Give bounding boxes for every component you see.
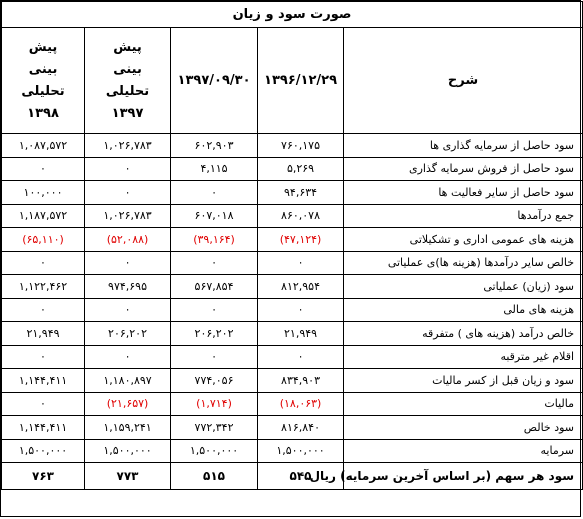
- table-row: [2, 345, 583, 369]
- row-value-c3: (۲۱,۶۵۷): [85, 392, 171, 416]
- row-value-c4: ۱,۰۸۷,۵۷۲: [2, 134, 85, 158]
- row-description: سود حاصل از سایر فعالیت ها: [344, 181, 583, 205]
- row-value-c3: ۱,۱۸۰,۸۹۷: [85, 369, 171, 393]
- row-value-c1: ۸۳۴,۹۰۳: [258, 369, 344, 393]
- table-row: [2, 439, 583, 463]
- row-value-c4: ۱,۱۴۴,۴۱۱: [2, 416, 85, 440]
- row-description: هزینه های عمومی اداری و تشکیلاتی: [344, 228, 583, 252]
- row-description: سود حاصل از سرمایه گذاری ها: [344, 134, 583, 158]
- row-value-c4: ۱,۱۴۴,۴۱۱: [2, 369, 85, 393]
- row-value-c3: ۱,۰۲۶,۷۸۳: [85, 134, 171, 158]
- row-value-c2: ۰: [171, 251, 258, 275]
- header-1397-09-30: ۱۳۹۷/۰۹/۳۰: [171, 28, 258, 134]
- table-row: [2, 322, 583, 346]
- row-value-c3: ۰: [85, 298, 171, 322]
- header-forecast-1398-text: پیش بینی تحلیلی ۱۳۹۸: [21, 39, 65, 121]
- header-row: [2, 28, 583, 134]
- row-description: جمع درآمدها: [344, 204, 583, 228]
- row-value-c4: ۰: [2, 345, 85, 369]
- row-value-c1: ۰: [258, 251, 344, 275]
- row-value-c3: ۲۰۶,۲۰۲: [85, 322, 171, 346]
- row-value-c2: (۳۹,۱۶۴): [171, 228, 258, 252]
- row-value-c3: (۵۲,۰۸۸): [85, 228, 171, 252]
- row-value-c2: ۷۷۲,۳۴۲: [171, 416, 258, 440]
- row-value-c1: ۸۱۶,۸۴۰: [258, 416, 344, 440]
- row-value-c2: ۲۰۶,۲۰۲: [171, 322, 258, 346]
- row-description: اقلام غیر مترقبه: [344, 345, 583, 369]
- row-value-c4: ۱,۱۸۷,۵۷۲: [2, 204, 85, 228]
- income-table: [1, 1, 583, 490]
- row-value-c3: ۹۷۴,۶۹۵: [85, 275, 171, 299]
- row-value-c2: ۰: [171, 345, 258, 369]
- row-value-c1: (۴۷,۱۲۴): [258, 228, 344, 252]
- table-row: [2, 275, 583, 299]
- row-value-c4: ۰: [2, 157, 85, 181]
- table-row: [2, 204, 583, 228]
- row-value-c2: ۶۰۲,۹۰۳: [171, 134, 258, 158]
- row-value-c3: ۰: [85, 345, 171, 369]
- row-value-c4: ۱,۵۰۰,۰۰۰: [2, 439, 85, 463]
- eps-row: [2, 463, 583, 490]
- row-description: خالص سایر درآمدها (هزینه ها)ی عملیاتی: [344, 251, 583, 275]
- row-value-c1: ۸۱۲,۹۵۴: [258, 275, 344, 299]
- table-row: [2, 251, 583, 275]
- row-value-c4: (۶۵,۱۱۰): [2, 228, 85, 252]
- row-value-c1: ۰: [258, 345, 344, 369]
- row-value-c2: ۱,۵۰۰,۰۰۰: [171, 439, 258, 463]
- row-description: سود و زیان قبل از کسر مالیات: [344, 369, 583, 393]
- row-description: خالص درآمد (هزینه های ) متفرقه: [344, 322, 583, 346]
- header-forecast-1398: [2, 28, 85, 134]
- eps-description: سود هر سهم (بر اساس آخرین سرمایه) ریال: [344, 463, 583, 490]
- row-value-c3: ۱,۱۵۹,۲۴۱: [85, 416, 171, 440]
- row-value-c1: ۱,۵۰۰,۰۰۰: [258, 439, 344, 463]
- row-description: سود حاصل از فروش سرمایه گذاری: [344, 157, 583, 181]
- eps-value-c3: ۷۷۳: [85, 463, 171, 490]
- row-description: سرمایه: [344, 439, 583, 463]
- eps-value-c1: ۵۴۵: [258, 463, 344, 490]
- row-value-c1: ۸۶۰,۰۷۸: [258, 204, 344, 228]
- table-row: [2, 181, 583, 205]
- row-value-c2: ۰: [171, 181, 258, 205]
- row-value-c4: ۰: [2, 251, 85, 275]
- row-description: هزینه های مالی: [344, 298, 583, 322]
- table-title: صورت سود و زیان: [2, 2, 583, 28]
- table-row: [2, 134, 583, 158]
- row-description: سود خالص: [344, 416, 583, 440]
- row-description: مالیات: [344, 392, 583, 416]
- row-value-c3: ۰: [85, 181, 171, 205]
- row-value-c3: ۱,۵۰۰,۰۰۰: [85, 439, 171, 463]
- row-value-c1: ۹۴,۶۳۴: [258, 181, 344, 205]
- row-value-c3: ۱,۰۲۶,۷۸۳: [85, 204, 171, 228]
- row-value-c3: ۰: [85, 251, 171, 275]
- header-description: شرح: [344, 28, 583, 134]
- row-value-c2: ۰: [171, 298, 258, 322]
- row-value-c2: ۴,۱۱۵: [171, 157, 258, 181]
- table-row: [2, 369, 583, 393]
- row-value-c1: ۰: [258, 298, 344, 322]
- table-row: [2, 298, 583, 322]
- row-value-c2: ۷۷۴,۰۵۶: [171, 369, 258, 393]
- row-value-c1: ۵,۲۶۹: [258, 157, 344, 181]
- row-value-c4: ۰: [2, 392, 85, 416]
- table-row: [2, 157, 583, 181]
- row-value-c2: ۶۰۷,۰۱۸: [171, 204, 258, 228]
- row-value-c4: ۱۰۰,۰۰۰: [2, 181, 85, 205]
- table-row: [2, 228, 583, 252]
- row-description: سود (زیان) عملیاتی: [344, 275, 583, 299]
- row-value-c4: ۲۱,۹۴۹: [2, 322, 85, 346]
- row-value-c2: ۵۶۷,۸۵۴: [171, 275, 258, 299]
- row-value-c1: (۱۸,۰۶۳): [258, 392, 344, 416]
- table-row: [2, 416, 583, 440]
- row-value-c2: (۱,۷۱۴): [171, 392, 258, 416]
- row-value-c1: ۲۱,۹۴۹: [258, 322, 344, 346]
- title-row: [2, 2, 583, 28]
- row-value-c3: ۰: [85, 157, 171, 181]
- row-value-c4: ۰: [2, 298, 85, 322]
- row-value-c1: ۷۶۰,۱۷۵: [258, 134, 344, 158]
- table-row: [2, 392, 583, 416]
- header-forecast-1397: [85, 28, 171, 134]
- row-value-c4: ۱,۱۲۲,۴۶۲: [2, 275, 85, 299]
- header-1396: ۱۳۹۶/۱۲/۲۹: [258, 28, 344, 134]
- eps-value-c2: ۵۱۵: [171, 463, 258, 490]
- header-forecast-1397-text: پیش بینی تحلیلی ۱۳۹۷: [105, 39, 150, 121]
- eps-value-c4: ۷۶۳: [2, 463, 85, 490]
